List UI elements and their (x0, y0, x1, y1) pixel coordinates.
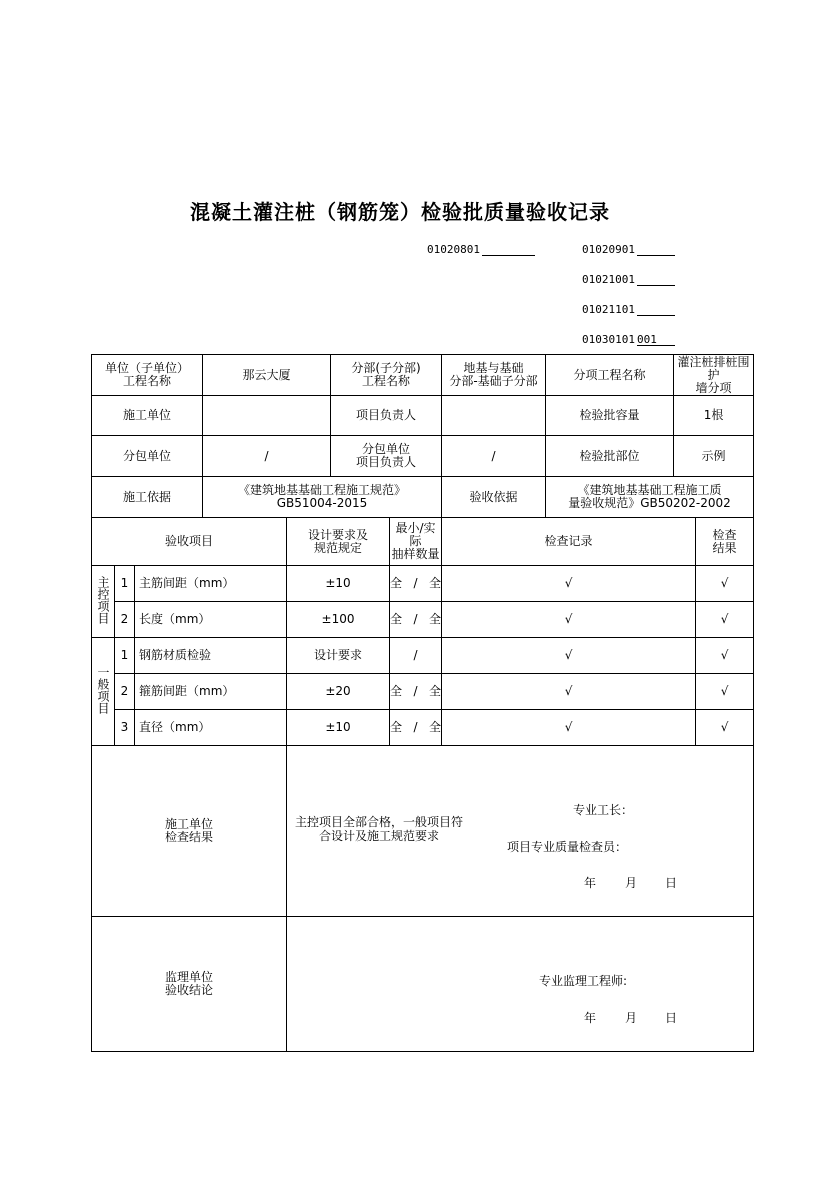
document-title: 混凝土灌注桩（钢筋笼）检验批质量验收记录 (190, 200, 610, 224)
design-requirement: ±10 (287, 710, 390, 746)
item-name: 主筋间距（mm） (135, 566, 287, 602)
row-number: 2 (115, 674, 135, 710)
division-name-label: 分部(子分部) 工程名称 (331, 355, 442, 396)
check-record: √ (442, 602, 696, 638)
code-field-1 (427, 243, 535, 256)
project-manager-value (442, 396, 546, 436)
column-header-design: 设计要求及 规范规定 (287, 518, 390, 566)
table-row (92, 674, 754, 710)
table-row (92, 566, 754, 602)
subitem-name-label: 分项工程名称 (546, 355, 674, 396)
check-result: √ (696, 710, 754, 746)
unit-name-value: 那云大厦 (203, 355, 331, 396)
code-field-4 (582, 303, 675, 316)
subcontractor-value: / (203, 436, 331, 477)
acceptance-basis-label: 验收依据 (442, 477, 546, 518)
code-field-3 (582, 273, 675, 286)
acceptance-basis-value: 《建筑地基基础工程施工质 量验收规范》GB50202-2002 (546, 477, 754, 518)
design-requirement: 设计要求 (287, 638, 390, 674)
supervising-engineer-label: 专业监理工程师: (539, 974, 628, 988)
construction-basis-value: 《建筑地基基础工程施工规范》 GB51004-2015 (203, 477, 442, 518)
group-name: 一般项目 (96, 666, 110, 714)
unit-name-label: 单位（子单位） 工程名称 (92, 355, 203, 396)
day-label: 日 (665, 1011, 678, 1025)
sample-quantity: 全 / 全 (390, 710, 442, 746)
table-row (92, 638, 754, 674)
design-requirement: ±100 (287, 602, 390, 638)
contractor-label: 施工单位 (92, 396, 203, 436)
contractor-check-content (287, 746, 754, 917)
supervisor-check-content (287, 917, 754, 1052)
code-field-2 (582, 243, 675, 256)
row-number: 3 (115, 710, 135, 746)
sample-quantity: 全 / 全 (390, 674, 442, 710)
subitem-name-value: 灌注桩排桩围护 墙分项 (674, 355, 754, 396)
sub-pm-label: 分包单位 项目负责人 (331, 436, 442, 477)
contractor-value (203, 396, 331, 436)
supervisor-check-label: 监理单位 验收结论 (92, 917, 287, 1052)
row-number: 1 (115, 638, 135, 674)
inspection-record-table (91, 354, 754, 1052)
check-record: √ (442, 710, 696, 746)
contractor-check-label: 施工单位 检查结果 (92, 746, 287, 917)
code-number: 01021001 (582, 273, 635, 286)
year-label: 年 (584, 1011, 597, 1025)
contractor-conclusion: 主控项目全部合格，一般项目符 合设计及施工规范要求 (295, 815, 464, 843)
check-record: √ (442, 638, 696, 674)
column-header-record: 检查记录 (442, 518, 696, 566)
item-name: 直径（mm） (135, 710, 287, 746)
sub-pm-value: / (442, 436, 546, 477)
batch-location-value: 示例 (674, 436, 754, 477)
row-number: 2 (115, 602, 135, 638)
check-result: √ (696, 566, 754, 602)
check-result: √ (696, 674, 754, 710)
design-requirement: ±10 (287, 566, 390, 602)
item-name: 长度（mm） (135, 602, 287, 638)
column-header-result: 检查 结果 (696, 518, 754, 566)
sample-quantity: / (390, 638, 442, 674)
month-label: 月 (625, 1011, 638, 1025)
group-label-general (92, 638, 115, 746)
row-number: 1 (115, 566, 135, 602)
code-number: 01020801 (427, 243, 480, 256)
batch-capacity-label: 检验批容量 (546, 396, 674, 436)
check-record: √ (442, 566, 696, 602)
check-result: √ (696, 638, 754, 674)
group-name: 主控项目 (96, 576, 110, 624)
table-row (92, 710, 754, 746)
day-label: 日 (665, 876, 678, 890)
group-label-main (92, 566, 115, 638)
project-manager-label: 项目负责人 (331, 396, 442, 436)
construction-basis-label: 施工依据 (92, 477, 203, 518)
sample-quantity: 全 / 全 (390, 602, 442, 638)
code-number: 01021101 (582, 303, 635, 316)
check-result: √ (696, 602, 754, 638)
item-name: 箍筋间距（mm） (135, 674, 287, 710)
code-number: 01030101 (582, 333, 635, 346)
table-row (92, 602, 754, 638)
year-label: 年 (584, 876, 597, 890)
month-label: 月 (625, 876, 638, 890)
foreman-label: 专业工长： (573, 803, 634, 817)
item-name: 钢筋材质检验 (135, 638, 287, 674)
check-record: √ (442, 674, 696, 710)
column-header-sample: 最小/实际 抽样数量 (390, 518, 442, 566)
subcontractor-label: 分包单位 (92, 436, 203, 477)
code-number: 01020901 (582, 243, 635, 256)
quality-inspector-label: 项目专业质量检查员： (507, 840, 628, 854)
code-field-5 (582, 333, 675, 346)
batch-capacity-value: 1根 (674, 396, 754, 436)
code-suffix: 001 (636, 333, 657, 346)
division-name-value: 地基与基础 分部-基础子分部 (442, 355, 546, 396)
design-requirement: ±20 (287, 674, 390, 710)
column-header-item: 验收项目 (92, 518, 287, 566)
batch-location-label: 检验批部位 (546, 436, 674, 477)
sample-quantity: 全 / 全 (390, 566, 442, 602)
